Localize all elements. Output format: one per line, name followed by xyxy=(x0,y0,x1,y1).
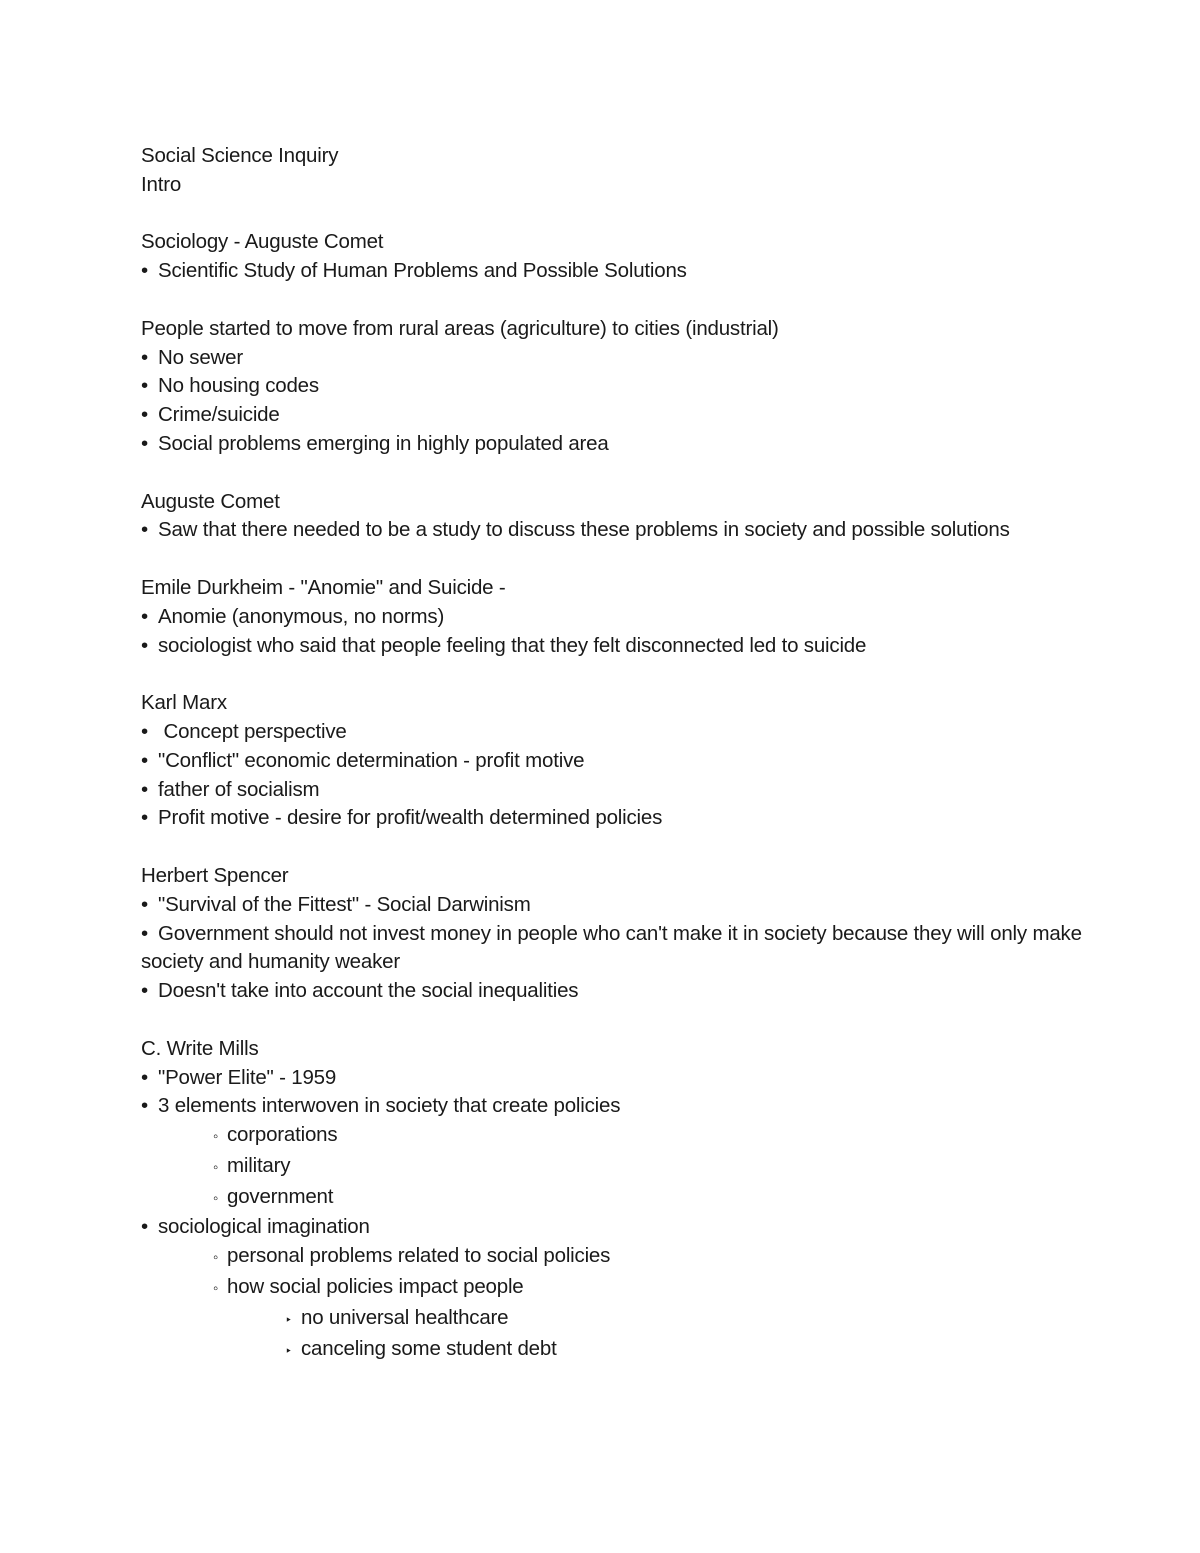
blank-line xyxy=(141,286,1101,315)
bullet-item-level-1 xyxy=(141,1064,1101,1093)
bullet-circle-icon: ◦ xyxy=(213,1249,219,1267)
bullet-text: Crime/suicide xyxy=(158,403,280,427)
bullet-dot-icon: • xyxy=(141,518,148,542)
section-heading: C. Write Mills xyxy=(141,1036,259,1060)
bullet-item-level-1 xyxy=(141,516,1101,545)
bullet-dot-icon: • xyxy=(141,719,148,743)
bullet-dot-icon: • xyxy=(141,374,148,398)
bullet-text: 3 elements interwoven in society that create policies xyxy=(158,1094,621,1118)
bullet-item-level-1 xyxy=(141,632,1101,661)
bullet-dot-icon: • xyxy=(141,1215,148,1239)
bullet-dot-icon: • xyxy=(141,604,148,628)
bullet-item-level-2 xyxy=(141,1152,1101,1183)
bullet-text: corporations xyxy=(227,1123,338,1147)
bullet-circle-icon: ◦ xyxy=(213,1189,219,1207)
bullet-dot-icon: • xyxy=(141,1065,148,1089)
bullet-item-level-1 xyxy=(141,603,1101,632)
section-heading: Herbert Spencer xyxy=(141,863,289,887)
bullet-item-level-1 xyxy=(141,718,1101,747)
bullet-text: Concept perspective xyxy=(158,719,347,743)
bullet-text: "Conflict" economic determination - profit motive xyxy=(158,748,585,772)
bullet-dot-icon: • xyxy=(141,806,148,830)
bullet-triangle-icon: ‣ xyxy=(285,1343,292,1358)
section-heading: Karl Marx xyxy=(141,691,227,715)
bullet-item-level-1 xyxy=(141,1092,1101,1121)
bullet-dot-icon: • xyxy=(141,345,148,369)
bullet-circle-icon: ◦ xyxy=(213,1280,219,1298)
blank-line xyxy=(141,545,1101,574)
bullet-item-level-1 xyxy=(141,977,1101,1006)
bullet-item-level-1 xyxy=(141,1213,1101,1242)
document-page xyxy=(141,142,1101,1365)
bullet-item-level-1 xyxy=(141,891,1101,920)
bullet-dot-icon: • xyxy=(141,748,148,772)
section-heading: Intro xyxy=(141,172,182,196)
bullet-item-level-2 xyxy=(141,1121,1101,1152)
bullet-text: Social problems emerging in highly populated area xyxy=(158,431,609,455)
bullet-text: No housing codes xyxy=(158,374,319,398)
bullet-dot-icon: • xyxy=(141,921,148,945)
bullet-dot-icon: • xyxy=(141,892,148,916)
bullet-dot-icon: • xyxy=(141,403,148,427)
bullet-item-level-1 xyxy=(141,344,1101,373)
bullet-item-level-1 xyxy=(141,804,1101,833)
bullet-text: Profit motive - desire for profit/wealth determined policies xyxy=(158,806,663,830)
bullet-text: sociologist who said that people feeling that they felt disconnected led to suicide xyxy=(158,633,867,657)
bullet-dot-icon: • xyxy=(141,259,148,283)
bullet-text: Scientific Study of Human Problems and Possible Solutions xyxy=(158,259,687,283)
section-heading: People started to move from rural areas (agriculture) to cities (industrial) xyxy=(141,316,779,340)
bullet-item-level-1 xyxy=(141,430,1101,459)
bullet-text: father of socialism xyxy=(158,777,320,801)
bullet-item-level-1 xyxy=(141,776,1101,805)
section-heading: Auguste Comet xyxy=(141,489,280,513)
bullet-dot-icon: • xyxy=(141,431,148,455)
document-title: Social Science Inquiry xyxy=(141,144,339,167)
blank-line xyxy=(141,833,1101,862)
bullet-item-level-1 xyxy=(141,257,1101,286)
bullet-text: Government should not invest money in people who can't make it in society because they will only make society and humanity weaker xyxy=(141,921,1082,974)
bullet-text: personal problems related to social policies xyxy=(227,1244,611,1268)
bullet-text: sociological imagination xyxy=(158,1215,370,1239)
bullet-text: No sewer xyxy=(158,345,243,369)
bullet-item-level-1 xyxy=(141,372,1101,401)
blank-line xyxy=(141,200,1101,229)
bullet-item-level-1 xyxy=(141,920,1101,978)
bullet-dot-icon: • xyxy=(141,633,148,657)
bullet-text: "Power Elite" - 1959 xyxy=(158,1065,337,1089)
bullet-text: military xyxy=(227,1153,291,1177)
blank-line xyxy=(141,459,1101,488)
blank-line xyxy=(141,660,1101,689)
bullet-item-level-2 xyxy=(141,1183,1101,1214)
section-heading: Sociology - Auguste Comet xyxy=(141,230,384,254)
blank-line xyxy=(141,1006,1101,1035)
bullet-dot-icon: • xyxy=(141,777,148,801)
bullet-item-level-2 xyxy=(141,1242,1101,1273)
bullet-circle-icon: ◦ xyxy=(213,1158,219,1176)
bullet-circle-icon: ◦ xyxy=(213,1128,219,1146)
bullet-item-level-3 xyxy=(141,1304,1101,1335)
bullet-text: canceling some student debt xyxy=(301,1336,557,1360)
bullet-text: no universal healthcare xyxy=(301,1305,509,1329)
bullet-text: government xyxy=(227,1184,334,1208)
bullet-text: Saw that there needed to be a study to discuss these problems in society and possible solutions xyxy=(158,518,1010,542)
bullet-dot-icon: • xyxy=(141,1094,148,1118)
bullet-item-level-1 xyxy=(141,747,1101,776)
bullet-text: how social policies impact people xyxy=(227,1275,524,1299)
section-heading: Emile Durkheim - "Anomie" and Suicide - xyxy=(141,575,506,599)
bullet-triangle-icon: ‣ xyxy=(285,1312,292,1327)
bullet-item-level-3 xyxy=(141,1335,1101,1366)
bullet-text: "Survival of the Fittest" - Social Darwinism xyxy=(158,892,531,916)
bullet-dot-icon: • xyxy=(141,979,148,1003)
bullet-text: Anomie (anonymous, no norms) xyxy=(158,604,445,628)
bullet-text: Doesn't take into account the social inequalities xyxy=(158,979,579,1003)
bullet-item-level-2 xyxy=(141,1273,1101,1304)
bullet-item-level-1 xyxy=(141,401,1101,430)
